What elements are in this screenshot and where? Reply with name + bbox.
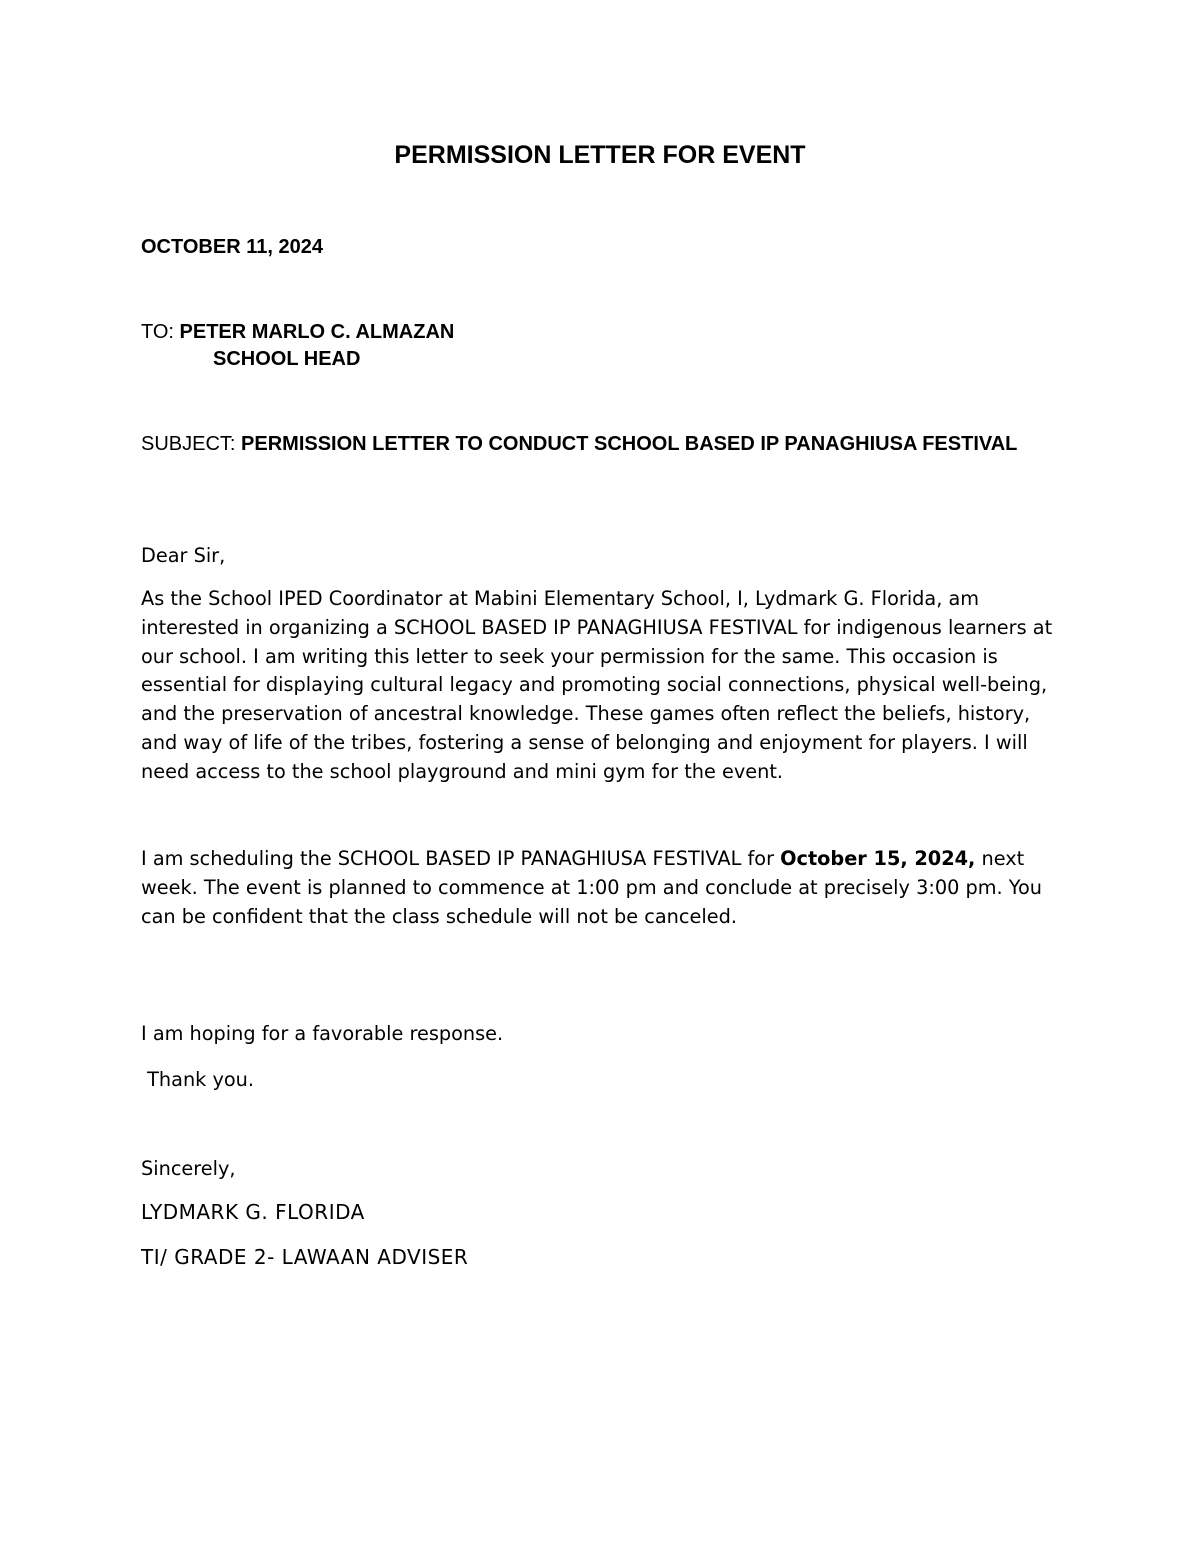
- event-date: October 15, 2024,: [780, 847, 976, 870]
- recipient-position: SCHOOL HEAD: [213, 348, 361, 370]
- body-paragraph-1: As the School IPED Coordinator at Mabini Elementary School, I, Lydmark G. Florida, am interested in organizing a SCHOOL BASED IP PANAGHIUSA FESTIVAL for indigenous learners at our school. I am writing this letter to seek your permission for the same. This occasion is essential for displaying cultural legacy and promoting social connections, physical well-being, and the preservation of ancestral knowledge. These games often reflect the beliefs, history, and way of life of the tribes, fostering a sense of belonging and enjoyment for players. I will need access to the school playground and mini gym for the event.: [141, 587, 1053, 783]
- valediction: Sincerely,: [141, 1157, 236, 1180]
- to-label: TO:: [141, 321, 174, 343]
- closing-hope: I am hoping for a favorable response.: [141, 1022, 504, 1045]
- subject-text: PERMISSION LETTER TO CONDUCT SCHOOL BASED IP PANAGHIUSA FESTIVAL: [241, 433, 1018, 455]
- paragraph-2-after: next week. The event is planned to commence at 1:00 pm and conclude at precisely 3:00 pm. You can be confident that the class schedule will not be canceled.: [141, 847, 1043, 928]
- recipient-name: PETER MARLO C. ALMAZAN: [179, 321, 455, 343]
- salutation: Dear Sir,: [141, 544, 226, 567]
- signatory-title: TI/ GRADE 2- LAWAAN ADVISER: [141, 1245, 469, 1269]
- signatory-name: LYDMARK G. FLORIDA: [141, 1200, 365, 1224]
- body-paragraph-2: [141, 845, 1071, 931]
- paragraph-2-before: I am scheduling the SCHOOL BASED IP PANAGHIUSA FESTIVAL for: [141, 847, 781, 870]
- letter-date: OCTOBER 11, 2024: [141, 236, 323, 258]
- letter-title: PERMISSION LETTER FOR EVENT: [394, 141, 806, 169]
- subject-block: [141, 430, 1041, 458]
- thanks-line: Thank you.: [141, 1068, 255, 1091]
- recipient-line: [141, 318, 454, 346]
- subject-label: SUBJECT:: [141, 433, 236, 455]
